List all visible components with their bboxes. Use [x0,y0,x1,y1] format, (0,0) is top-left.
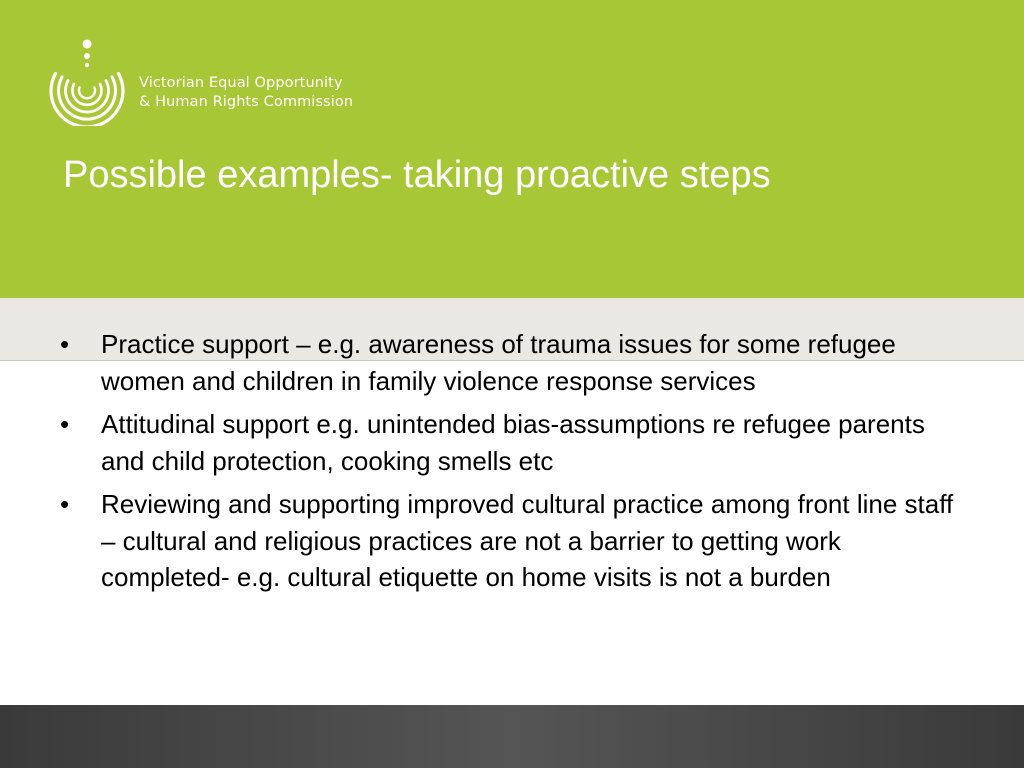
bullet-dot: • [60,409,70,439]
organization-name [139,74,353,112]
header-band [0,0,1024,298]
bullet-text: Reviewing and supporting improved cultural practice among front line staff – cultural and religious practices are not a barrier to getting work completed- e.g. cultural etiquette on home visits is not a burden [101,489,954,592]
bullet-dot: • [60,329,70,359]
bullet-list [58,326,958,603]
bullet-item [58,486,958,596]
bullet-text: Practice support – e.g. awareness of trauma issues for some refugee women and children in family violence response services [101,329,896,396]
org-name-line-2: & Human Rights Commission [139,94,354,110]
bullet-text: Attitudinal support e.g. unintended bias-assumptions re refugee parents and child protection, cooking smells etc [101,409,925,476]
bullet-item [58,406,958,479]
bullet-item [58,326,958,399]
slide-title: Possible examples- taking proactive steps [63,154,771,196]
footer-bar [0,705,1024,768]
bullet-dot: • [60,489,70,519]
concentric-arcs-logo-icon [44,36,134,126]
org-name-line-1: Victorian Equal Opportunity [139,75,343,91]
